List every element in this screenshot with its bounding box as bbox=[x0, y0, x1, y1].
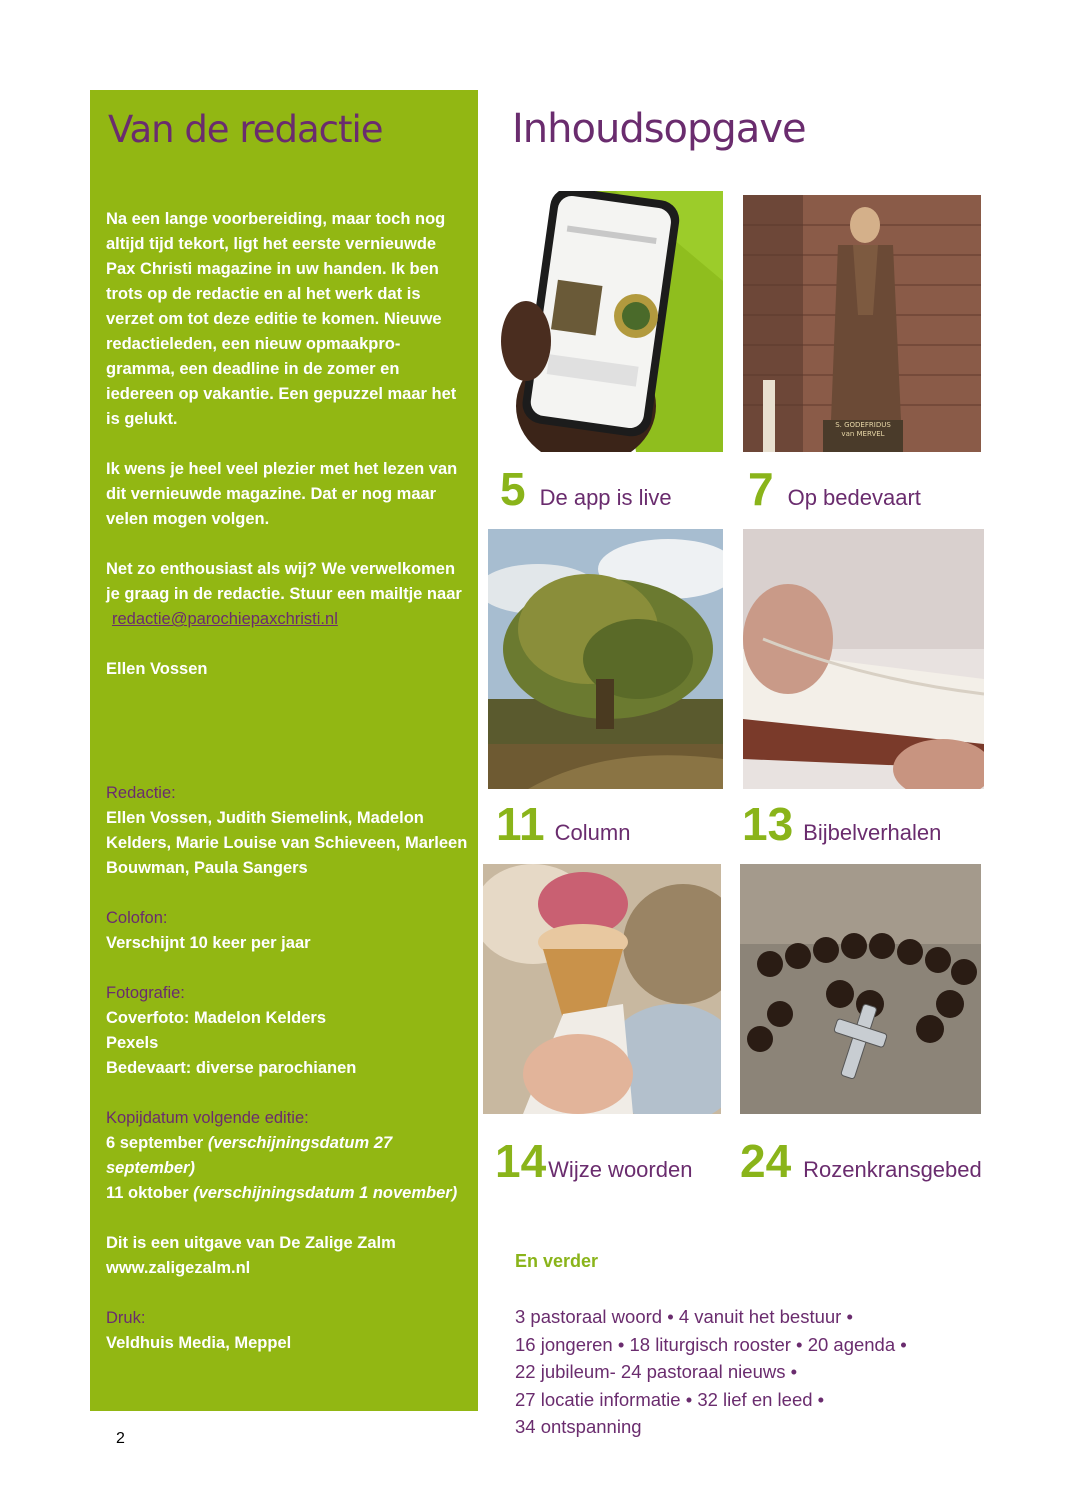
further-title: En verder bbox=[515, 1251, 599, 1271]
email-link[interactable]: redactie@parochiepaxchristi.nl bbox=[112, 610, 338, 628]
saint-statue-photo[interactable]: S. GODEFRIDUS van MERVEL bbox=[743, 195, 981, 452]
further-list: 3 pastoraal woord • 4 vanuit het bestuur • 16 jongeren • 18 liturgisch rooster • 20 agenda • 22 jubileum- 24 pastoraal nieuws • 27 locatie informatie • 32 lief en leed • 34 ontspanning bbox=[515, 1306, 907, 1437]
credits-colofon: Colofon: Verschijnt 10 keer per jaar bbox=[106, 909, 311, 952]
ice-cream-photo[interactable] bbox=[483, 864, 721, 1114]
toc-item-wijze-woorden[interactable]: 14 Wijze woorden bbox=[495, 1135, 693, 1187]
editorial-signature: Ellen Vossen bbox=[106, 660, 208, 678]
editorial-paragraph-1: Na een lange voorbereiding, maar toch nog altijd tijd tekort, ligt het eerste vernieuwde Pax Christi magazine in uw handen. Ik ben trots op de redactie en al het werk dat is verzet om tot deze editie te komen. Nieuwe redactieleden, een nieuw opmaakpro-gramma, een deadline in de zomer en iedereen op vakantie. Een gepuzzel maar het is gelukt. bbox=[106, 210, 457, 428]
editorial-title: Van de redactie bbox=[108, 108, 383, 151]
credits-kopijdatum: Kopijdatum volgende editie: 6 september (verschijningsdatum 27 september) 11 oktober (verschijningsdatum 1 november) bbox=[106, 1109, 458, 1202]
credits-druk: Druk: Veldhuis Media, Meppel bbox=[106, 1309, 292, 1352]
toc-item-bijbelverhalen[interactable]: 13 Bijbelverhalen bbox=[742, 798, 942, 850]
website-link[interactable]: www.zaligezalm.nl bbox=[106, 1259, 251, 1277]
toc-item-rozenkransgebed[interactable]: 24 Rozenkransgebed bbox=[740, 1135, 982, 1187]
page-number: 2 bbox=[116, 1430, 125, 1447]
oak-tree-painting[interactable] bbox=[488, 529, 723, 789]
credits-fotografie: Fotografie: Coverfoto: Madelon Kelders Pexels Bedevaart: diverse parochianen bbox=[106, 984, 357, 1077]
toc-item-bedevaart[interactable]: 7 Op bedevaart bbox=[748, 463, 921, 515]
credits-redactie: Redactie: Ellen Vossen, Judith Siemelink, Madelon Kelders, Marie Louise van Schieveen, Marleen Bouwman, Paula Sangers bbox=[106, 784, 468, 877]
toc-item-app[interactable]: 5 De app is live bbox=[500, 463, 672, 515]
smartphone-app-photo[interactable] bbox=[486, 191, 723, 452]
editorial-paragraph-3: Net zo enthousiast als wij? We verwelkomen je graag in de redactie. Stuur een mailtje naar redactie@parochiepaxchristi.nl bbox=[106, 560, 462, 628]
toc-title: Inhoudsopgave bbox=[512, 106, 806, 152]
colophon bbox=[106, 781, 471, 1381]
editorial-text bbox=[106, 207, 466, 707]
editorial-paragraph-2: Ik wens je heel veel plezier met het lezen van dit vernieuwde magazine. Dat er nog maar velen mogen volgen. bbox=[106, 460, 458, 528]
toc-item-column[interactable]: 11 Column bbox=[496, 798, 631, 850]
credits-uitgave: Dit is een uitgave van De Zalige Zalm www.zaligezalm.nl bbox=[106, 1231, 471, 1281]
rosary-photo[interactable] bbox=[740, 864, 981, 1114]
open-bible-photo[interactable] bbox=[743, 529, 984, 789]
